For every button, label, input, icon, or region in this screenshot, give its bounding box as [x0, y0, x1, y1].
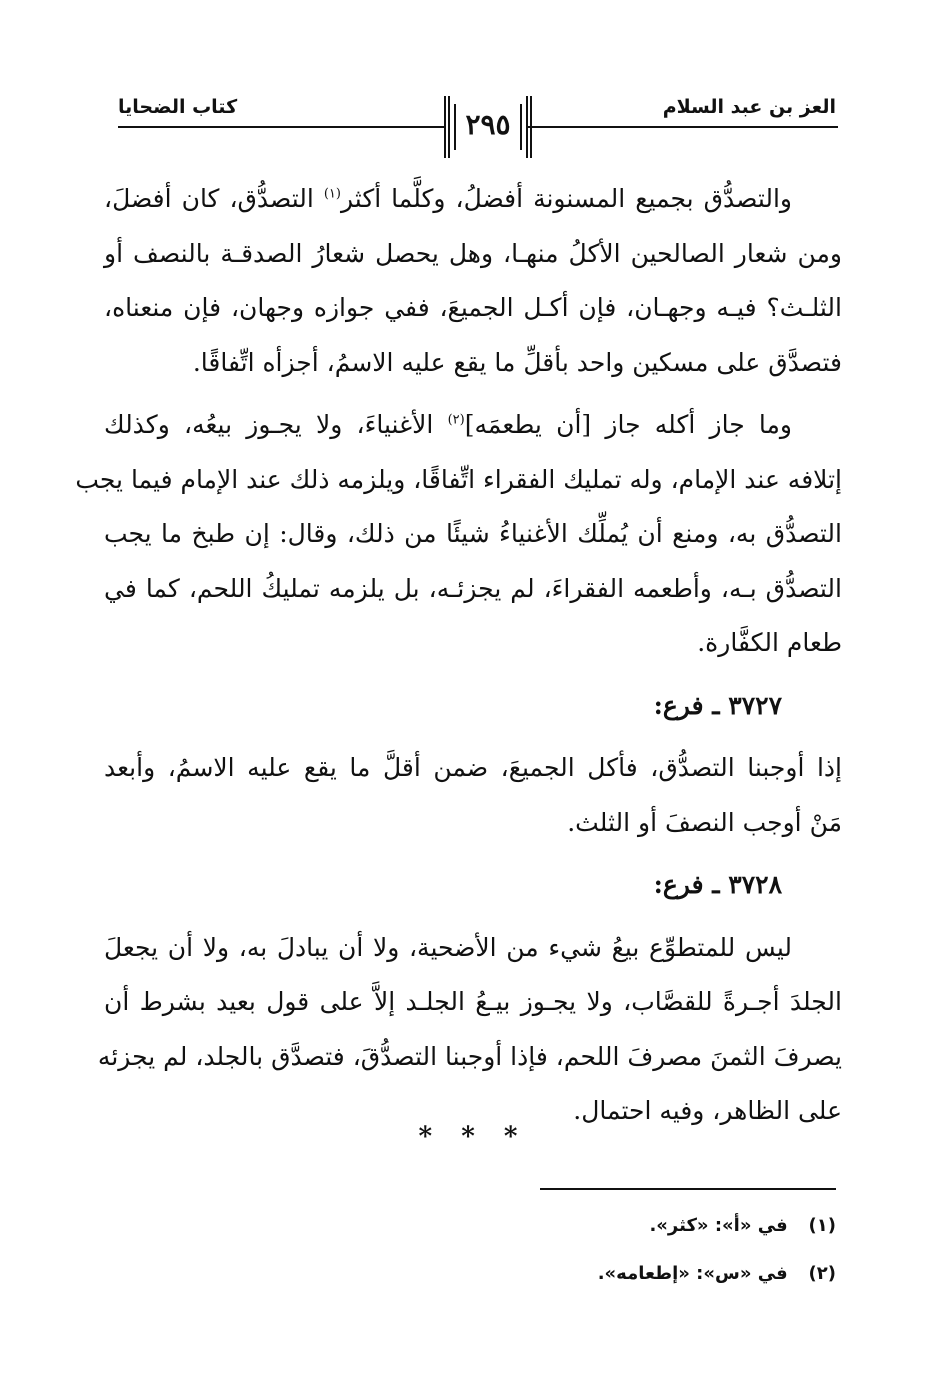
- text-line: الثلـث؟ فيـه وجهـان، فإن أكـل الجميعَ، ففي جوازه وجهان، فإن منعناه،: [104, 293, 842, 322]
- section-heading: ٣٧٢٨ ـ فرع:: [653, 870, 782, 899]
- header-rule-right: [528, 126, 838, 128]
- footnote-1: [598, 1206, 836, 1254]
- footnote-text: في «س»: «إطعامه».: [597, 1263, 788, 1284]
- footnote-number: (١): [808, 1215, 836, 1236]
- text-line: يصرفَ الثمنَ مصرفَ اللحم، فإذا أوجبنا التصدُّقَ، فتصدَّق بالجلد، لم يجزئه: [97, 1041, 842, 1071]
- text-line: الجلدَ أجـرةً للقصَّاب، ولا يجـوز بيـعُ الجلـد إلاَّ على قول بعيد بشرط أن: [104, 987, 842, 1016]
- text-line: إتلافه عند الإمام، وله تمليك الفقراء اتِّفاقًا، ويلزمه ذلك عند الإمام فيما يجب: [75, 464, 842, 494]
- page-number: ٢٩٥: [465, 108, 511, 141]
- footnote-ref[interactable]: (١): [323, 186, 341, 202]
- text-line: فتصدَّق على مسكين واحد بأقلِّ ما يقع عليه الاسمُ، أجزأه اتِّفاقًا.: [192, 347, 842, 377]
- footnote-2: [598, 1254, 836, 1302]
- header-author: العز بن عبد السلام: [662, 96, 836, 118]
- footnote-ref[interactable]: (٢): [447, 412, 465, 428]
- text-line: التصدُّق بـه، وأطعمه الفقراءَ، لم يجزئـه، بل يلزمه تمليكُ اللحم، كما في: [104, 573, 842, 603]
- footnotes: [598, 1206, 836, 1302]
- text-line: طعام الكفَّارة.: [697, 628, 842, 657]
- header-book-title: كتاب الضحايا: [118, 96, 238, 118]
- text-line: على الظاهر، وفيه احتمال.: [573, 1096, 842, 1125]
- footnote-number: (٢): [808, 1263, 836, 1284]
- section-heading: ٣٧٢٧ ـ فرع:: [653, 690, 782, 720]
- text-line: والتصدُّق بجميع المسنونة أفضلُ، وكلَّما أكثر$^{(١)}$ التصدُّق، كان أفضلَ،: [104, 184, 792, 213]
- section-separator: * * *: [418, 1122, 528, 1152]
- page-number-frame: [444, 96, 532, 158]
- text-line: ليس للمتطوِّع بيعُ شيء من الأضحية، ولا أن يبادلَ به، ولا أن يجعلَ: [104, 932, 792, 962]
- main-text: [75, 172, 842, 1139]
- header-rule-left: [118, 126, 446, 128]
- footnote-rule: [540, 1188, 836, 1190]
- text-line: مَنْ أوجب النصفَ أو الثلث.: [567, 807, 842, 837]
- text-line: وما جاز أكله جاز [أن يطعمَه]$^{(٢)}$ الأغنياءَ، ولا يجـوز بيعُه، وكذلك: [104, 410, 792, 439]
- text-line: إذا أوجبنا التصدُّق، فأكل الجميعَ، ضمن أقلَّ ما يقع عليه الاسمُ، وأبعد: [104, 753, 842, 782]
- text-line: ومن شعار الصالحين الأكلُ منهـا، وهل يحصل شعارُ الصدقـة بالنصف أو: [104, 238, 842, 268]
- footnote-text: في «أ»: «كثر».: [649, 1215, 788, 1236]
- text-line: التصدُّق به، ومنع أن يُملِّك الأغنياءُ شيئًا من ذلك، وقال: إن طبخ ما يجب: [104, 519, 842, 548]
